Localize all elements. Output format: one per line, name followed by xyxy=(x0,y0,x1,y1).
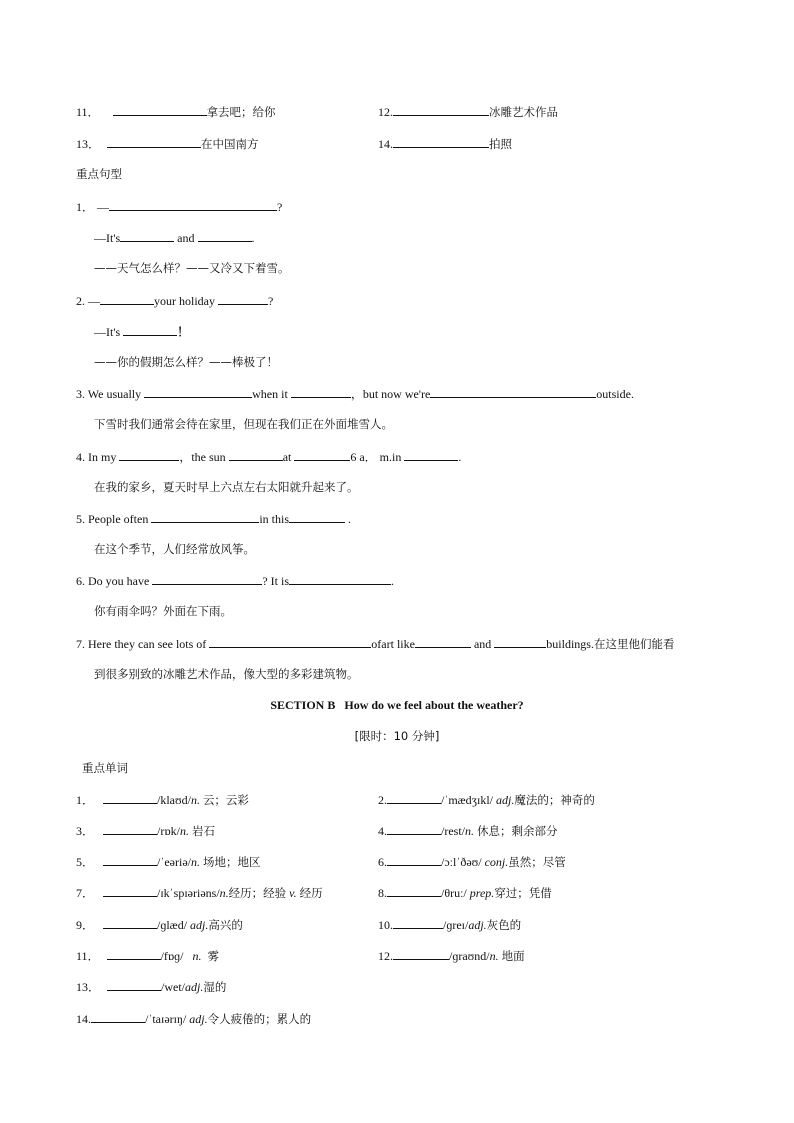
sentence-2-answer: —It's ！ xyxy=(94,325,190,339)
answer-blank[interactable] xyxy=(387,791,441,804)
answer-blank[interactable] xyxy=(198,229,252,242)
vocab-item: 8. /θruː/ prep.穿过；凭借 xyxy=(378,886,552,900)
answer-blank[interactable] xyxy=(415,635,471,648)
answer-blank[interactable] xyxy=(393,135,489,148)
answer-blank[interactable] xyxy=(430,385,596,398)
sentence-4: 4. In my ，the sun at 6 a． m.in . xyxy=(76,450,462,464)
vocab-item: 2. /ˈmædʒɪkl/ adj.魔法的；神奇的 xyxy=(378,793,595,807)
answer-blank[interactable] xyxy=(103,884,157,897)
answer-blank[interactable] xyxy=(404,448,458,461)
vocab-item: 6. /ɔːlˈðəʊ/ conj.虽然；尽管 xyxy=(378,855,566,869)
sentence-7-translation: 到很多别致的冰雕艺术作品，像大型的多彩建筑物。 xyxy=(94,667,359,681)
vocab-item: 3． /rɒk/n. 岩石 xyxy=(76,824,215,838)
answer-blank[interactable] xyxy=(107,947,161,960)
answer-blank[interactable] xyxy=(151,510,259,523)
vocab-item: 5． /ˈeəriə/n. 场地；地区 xyxy=(76,855,261,869)
answer-blank[interactable] xyxy=(229,448,283,461)
sentence-3-translation: 下雪时我们通常会待在家里，但现在我们正在外面堆雪人。 xyxy=(94,417,393,431)
answer-blank[interactable] xyxy=(91,1010,145,1023)
answer-blank[interactable] xyxy=(113,103,207,116)
vocab-item: 9． /ɡlæd/ adj.高兴的 xyxy=(76,918,243,932)
answer-blank[interactable] xyxy=(103,822,157,835)
sentence-1-translation: ——天气怎么样？——又冷又下着雪。 xyxy=(94,261,290,275)
answer-blank[interactable] xyxy=(209,635,371,648)
answer-blank[interactable] xyxy=(103,916,157,929)
answer-blank[interactable] xyxy=(393,103,489,116)
answer-blank[interactable] xyxy=(291,385,351,398)
sentence-7: 7. Here they can see lots of ofart like and buildings.在这里他们能看 xyxy=(76,637,675,651)
vocab-item: 7． /ɪkˈspɪəriəns/n.经历；经验 v. 经历 xyxy=(76,886,323,900)
answer-blank[interactable] xyxy=(100,292,154,305)
sentence-1-question: 1． — ? xyxy=(76,200,283,214)
vocab-item: 10. /ɡreɪ/adj.灰色的 xyxy=(378,918,522,932)
vocab-item: 4. /rest/n. 休息；剩余部分 xyxy=(378,824,558,838)
sentence-2-question: 2. — your holiday ? xyxy=(76,294,274,308)
vocab-item: 1． /klaʊd/n. 云；云彩 xyxy=(76,793,249,807)
answer-blank[interactable] xyxy=(289,510,345,523)
answer-blank[interactable] xyxy=(107,135,201,148)
answer-blank[interactable] xyxy=(494,635,546,648)
sentence-6-translation: 你有雨伞吗？外面在下雨。 xyxy=(94,604,232,618)
sentence-4-translation: 在我的家乡，夏天时早上六点左右太阳就升起来了。 xyxy=(94,480,359,494)
vocab-item: 14. /ˈtaɪərɪŋ/ adj.令人疲倦的；累人的 xyxy=(76,1012,312,1026)
answer-blank[interactable] xyxy=(119,448,179,461)
answer-blank[interactable] xyxy=(123,323,177,336)
vocab-item: 11． 拿去吧；给你 xyxy=(76,105,276,119)
sentence-5-translation: 在这个季节，人们经常放风筝。 xyxy=(94,542,255,556)
section-heading: 重点单词 xyxy=(82,761,128,775)
answer-blank[interactable] xyxy=(120,229,174,242)
sentence-2-translation: ——你的假期怎么样？——棒极了！ xyxy=(94,355,278,369)
vocab-item: 12. /ɡraʊnd/n. 地面 xyxy=(378,949,525,963)
vocab-item: 13． 在中国南方 xyxy=(76,137,259,151)
answer-blank[interactable] xyxy=(218,292,268,305)
sentence-1-answer: —It's and . xyxy=(94,231,255,245)
answer-blank[interactable] xyxy=(393,947,449,960)
answer-blank[interactable] xyxy=(289,572,391,585)
answer-blank[interactable] xyxy=(387,884,441,897)
vocab-item: 12. 冰雕艺术作品 xyxy=(378,105,558,119)
sentence-6: 6. Do you have ? It is . xyxy=(76,574,394,588)
vocab-item: 13． /wet/adj.湿的 xyxy=(76,980,227,994)
answer-blank[interactable] xyxy=(109,198,277,211)
vocab-item: 11． /fɒɡ/ n. 雾 xyxy=(76,949,220,963)
sentence-5: 5. People often in this . xyxy=(76,512,351,526)
answer-blank[interactable] xyxy=(107,978,161,991)
answer-blank[interactable] xyxy=(387,822,441,835)
section-heading: 重点句型 xyxy=(76,167,122,181)
answer-blank[interactable] xyxy=(387,853,441,866)
answer-blank[interactable] xyxy=(152,572,262,585)
time-limit: [限时：10 分钟] xyxy=(354,729,440,743)
answer-blank[interactable] xyxy=(103,791,157,804)
section-b-heading: SECTION B How do we feel about the weather? xyxy=(270,698,524,712)
vocab-item: 14. 拍照 xyxy=(378,137,512,151)
sentence-3: 3. We usually when it ，but now we're outside. xyxy=(76,387,634,401)
answer-blank[interactable] xyxy=(103,853,157,866)
answer-blank[interactable] xyxy=(144,385,252,398)
answer-blank[interactable] xyxy=(294,448,350,461)
answer-blank[interactable] xyxy=(393,916,443,929)
